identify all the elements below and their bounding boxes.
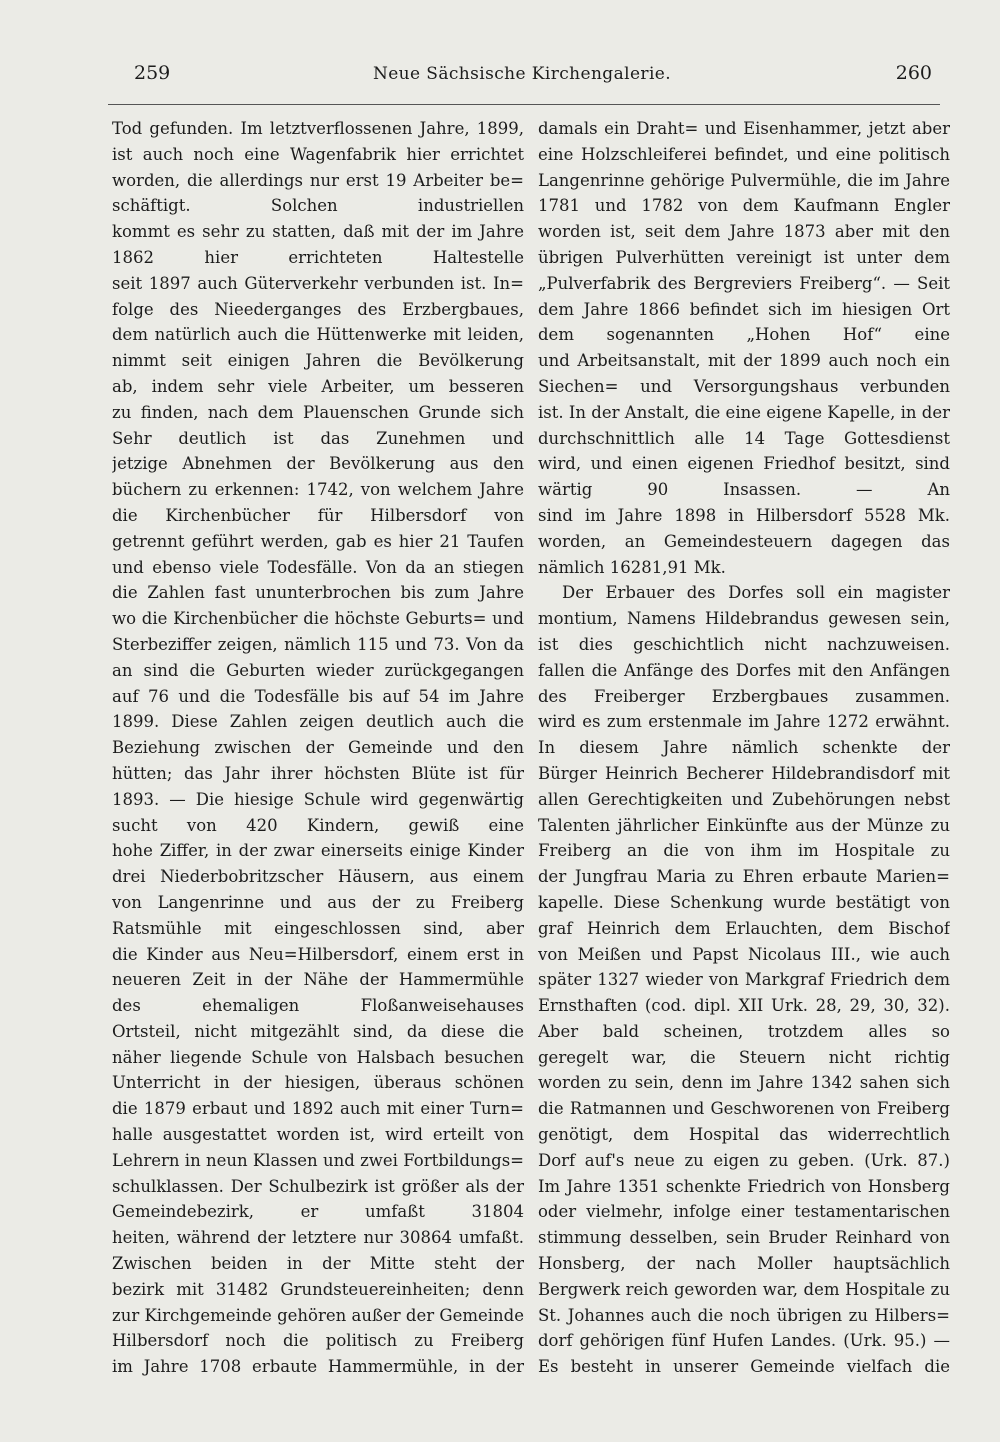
text-line: hütten; das Jahr ihrer höchsten Blüte ist für [112,763,524,783]
text-line: worden zu sein, denn im Jahre 1342 sahen sich [538,1073,950,1093]
text-line: Beziehung zwischen der Gemeinde und den [112,738,524,758]
text-line: kommt es sehr zu statten, daß mit der im Jahre [112,222,524,242]
text-line: Siechen= und Versorgungshaus verbunden [538,376,950,396]
text-line: ab, indem sehr viele Arbeiter, um besseren [112,376,524,396]
text-line: übrigen Pulverhütten vereinigt ist unter dem [538,247,950,267]
text-line: bezirk mit 31482 Grundsteuereinheiten; denn [112,1279,524,1299]
text-line: 1781 und 1782 von dem Kaufmann Engler [538,196,950,216]
text-line: die Ratmannen und Geschworenen von Freiberg [538,1099,950,1119]
text-line: wo die Kirchenbücher die höchste Geburts= und [112,609,524,629]
text-line: Sehr deutlich ist das Zunehmen und [112,428,524,448]
text-line: schäftigt. Solchen industriellen [112,196,524,216]
text-line: auf 76 und die Todesfälle bis auf 54 im Jahre [112,686,524,706]
text-line: der Jungfrau Maria zu Ehren erbaute Marien= [538,867,950,887]
text-line: „Pulverfabrik des Bergreviers Freiberg“. — Seit [538,273,950,293]
page-number-left: 259 [134,62,171,84]
text-line: Honsberg, der nach Moller hauptsächlich [538,1254,950,1274]
text-line: später 1327 wieder von Markgraf Friedrich dem [538,970,950,990]
text-column-left [112,116,524,1380]
text-line: fallen die Anfänge des Dorfes mit den Anfängen [538,660,950,680]
text-line: kapelle. Diese Schenkung wurde bestätigt von [538,892,950,912]
text-line: Es besteht in unserer Gemeinde vielfach die [538,1357,950,1377]
text-line: Sterbeziffer zeigen, nämlich 115 und 73. Von da [112,634,524,654]
text-line: des Freiberger Erzbergbaues zusammen. [538,686,950,706]
text-line: Zwischen beiden in der Mitte steht der [112,1254,524,1274]
text-line: die Zahlen fast ununterbrochen bis zum Jahre [112,583,524,603]
text-line: Bergwerk reich geworden war, dem Hospitale zu [538,1279,950,1299]
text-line: die Kinder aus Neu=Hilbersdorf, einem erst in [112,944,524,964]
text-line: 1893. — Die hiesige Schule wird gegenwärtig [112,789,524,809]
text-line: Unterricht in der hiesigen, überaus schönen [112,1073,524,1093]
text-line: 1862 hier errichteten Haltestelle [112,247,524,267]
text-line: wird, und einen eigenen Friedhof besitzt, sind [538,454,950,474]
running-title: Neue Sächsische Kirchengalerie. [372,64,672,84]
text-line: Dorf auf's neue zu eigen zu geben. (Urk. 87.) [538,1150,950,1170]
text-line: hohe Ziffer, in der zwar einerseits einige Kinder [112,841,524,861]
text-line: oder vielmehr, infolge einer testamentarischen [538,1202,950,1222]
text-line: Der Erbauer des Dorfes soll ein magister [562,583,950,603]
text-line: Talenten jährlicher Einkünfte aus der Münze zu [538,815,950,835]
text-line: worden, an Gemeindesteuern dagegen das [538,531,950,551]
text-line: wärtig 90 Insassen. — An [538,480,950,500]
text-line: allen Gerechtigkeiten und Zubehörungen nebst [538,789,950,809]
text-line: sind im Jahre 1898 in Hilbersdorf 5528 Mk. [538,505,950,525]
text-line: dem sogenannten „Hohen Hof“ eine [538,325,950,345]
text-line: jetzige Abnehmen der Bevölkerung aus den [112,454,524,474]
text-line: Ernsthaften (cod. dipl. XII Urk. 28, 29, 30, 32). [538,996,950,1016]
text-line: genötigt, dem Hospital das widerrechtlich [538,1125,950,1145]
text-line: die 1879 erbaut und 1892 auch mit einer Turn= [112,1099,524,1119]
text-line: und ebenso viele Todesfälle. Von da an stiegen [112,557,524,577]
text-line: dem Jahre 1866 befindet sich im hiesigen Ort [538,299,950,319]
text-line: zu finden, nach dem Plauenschen Grunde sich [112,402,524,422]
text-line: halle ausgestattet worden ist, wird erteilt von [112,1125,524,1145]
page-number-right: 260 [895,62,932,84]
text-line: im Jahre 1708 erbaute Hammermühle, in der [112,1357,524,1377]
text-line: näher liegende Schule von Halsbach besuchen [112,1047,524,1067]
text-line: die Kirchenbücher für Hilbersdorf von [112,505,524,525]
text-line: folge des Nieederganges des Erzbergbaues, [112,299,524,319]
text-line: getrennt geführt werden, gab es hier 21 Taufen [112,531,524,551]
text-line: dorf gehörigen fünf Hufen Landes. (Urk. 95.) — [538,1331,950,1351]
text-line: ist. In der Anstalt, die eine eigene Kapelle, in der [538,402,950,422]
text-line: Hilbersdorf noch die politisch zu Freiberg [112,1331,524,1351]
text-line: ist dies geschichtlich nicht nachzuweisen. [538,634,950,654]
text-line: von Meißen und Papst Nicolaus III., wie auch [538,944,950,964]
text-line: und Arbeitsanstalt, mit der 1899 auch noch ein [538,351,950,371]
text-line: an sind die Geburten wieder zurückgegangen [112,660,524,680]
text-line: Im Jahre 1351 schenkte Friedrich von Honsberg [538,1176,950,1196]
text-line: graf Heinrich dem Erlauchten, dem Bischof [538,918,950,938]
text-line: nimmt seit einigen Jahren die Bevölkerung [112,351,524,371]
text-line: Ratsmühle mit eingeschlossen sind, aber [112,918,524,938]
text-line: montium, Namens Hildebrandus gewesen sein, [538,609,950,629]
text-line: 1899. Diese Zahlen zeigen deutlich auch die [112,712,524,732]
text-line: des ehemaligen Floßanweisehauses [112,996,524,1016]
text-line: heiten, während der letztere nur 30864 umfaßt. [112,1228,524,1248]
text-line: geregelt war, die Steuern nicht richtig [538,1047,950,1067]
text-line: damals ein Draht= und Eisenhammer, jetzt aber [538,119,950,138]
text-line: St. Johannes auch die noch übrigen zu Hilbers= [538,1305,950,1325]
text-line: zur Kirchgemeinde gehören außer der Gemeinde [112,1305,524,1325]
text-line: schulklassen. Der Schulbezirk ist größer als der [112,1176,524,1196]
text-line: Gemeindebezirk, er umfaßt 31804 [112,1202,524,1222]
header-rule [108,104,940,105]
text-line: eine Holzschleiferei befindet, und eine politisch [538,144,950,164]
text-line: von Langenrinne und aus der zu Freiberg [112,892,524,912]
text-line: Ortsteil, nicht mitgezählt sind, da diese die [112,1021,524,1041]
text-line: Langenrinne gehörige Pulvermühle, die im Jahre [538,170,950,190]
text-line: büchern zu erkennen: 1742, von welchem Jahre [112,480,524,500]
text-line: In diesem Jahre nämlich schenkte der [538,738,950,758]
text-line: Aber bald scheinen, trotzdem alles so [538,1021,950,1041]
text-line: seit 1897 auch Güterverkehr verbunden ist. In= [112,273,524,293]
text-line: drei Niederbobritzscher Häusern, aus einem [112,867,524,887]
text-line: neueren Zeit in der Nähe der Hammermühle [112,970,524,990]
text-line: Tod gefunden. Im letztverflossenen Jahre, 1899, [112,119,524,138]
text-line: dem natürlich auch die Hüttenwerke mit leiden, [112,325,524,345]
text-line: nämlich 16281,91 Mk. [538,557,726,577]
text-line: durchschnittlich alle 14 Tage Gottesdienst [538,428,950,448]
text-column-right [538,116,950,1380]
text-line: sucht von 420 Kindern, gewiß eine [112,815,524,835]
text-line: wird es zum erstenmale im Jahre 1272 erwähnt. [538,712,950,732]
text-line: Freiberg an die von ihm im Hospitale zu [538,841,950,861]
text-line: stimmung desselben, sein Bruder Reinhard von [538,1228,950,1248]
text-line: Lehrern in neun Klassen und zwei Fortbildungs= [112,1150,524,1170]
text-line: ist auch noch eine Wagenfabrik hier errichtet [112,144,524,164]
text-line: Bürger Heinrich Becherer Hildebrandisdorf mit [538,763,950,783]
text-line: worden, die allerdings nur erst 19 Arbeiter be= [112,170,524,190]
page-header [112,62,932,92]
text-line: worden ist, seit dem Jahre 1873 aber mit den [538,222,950,242]
